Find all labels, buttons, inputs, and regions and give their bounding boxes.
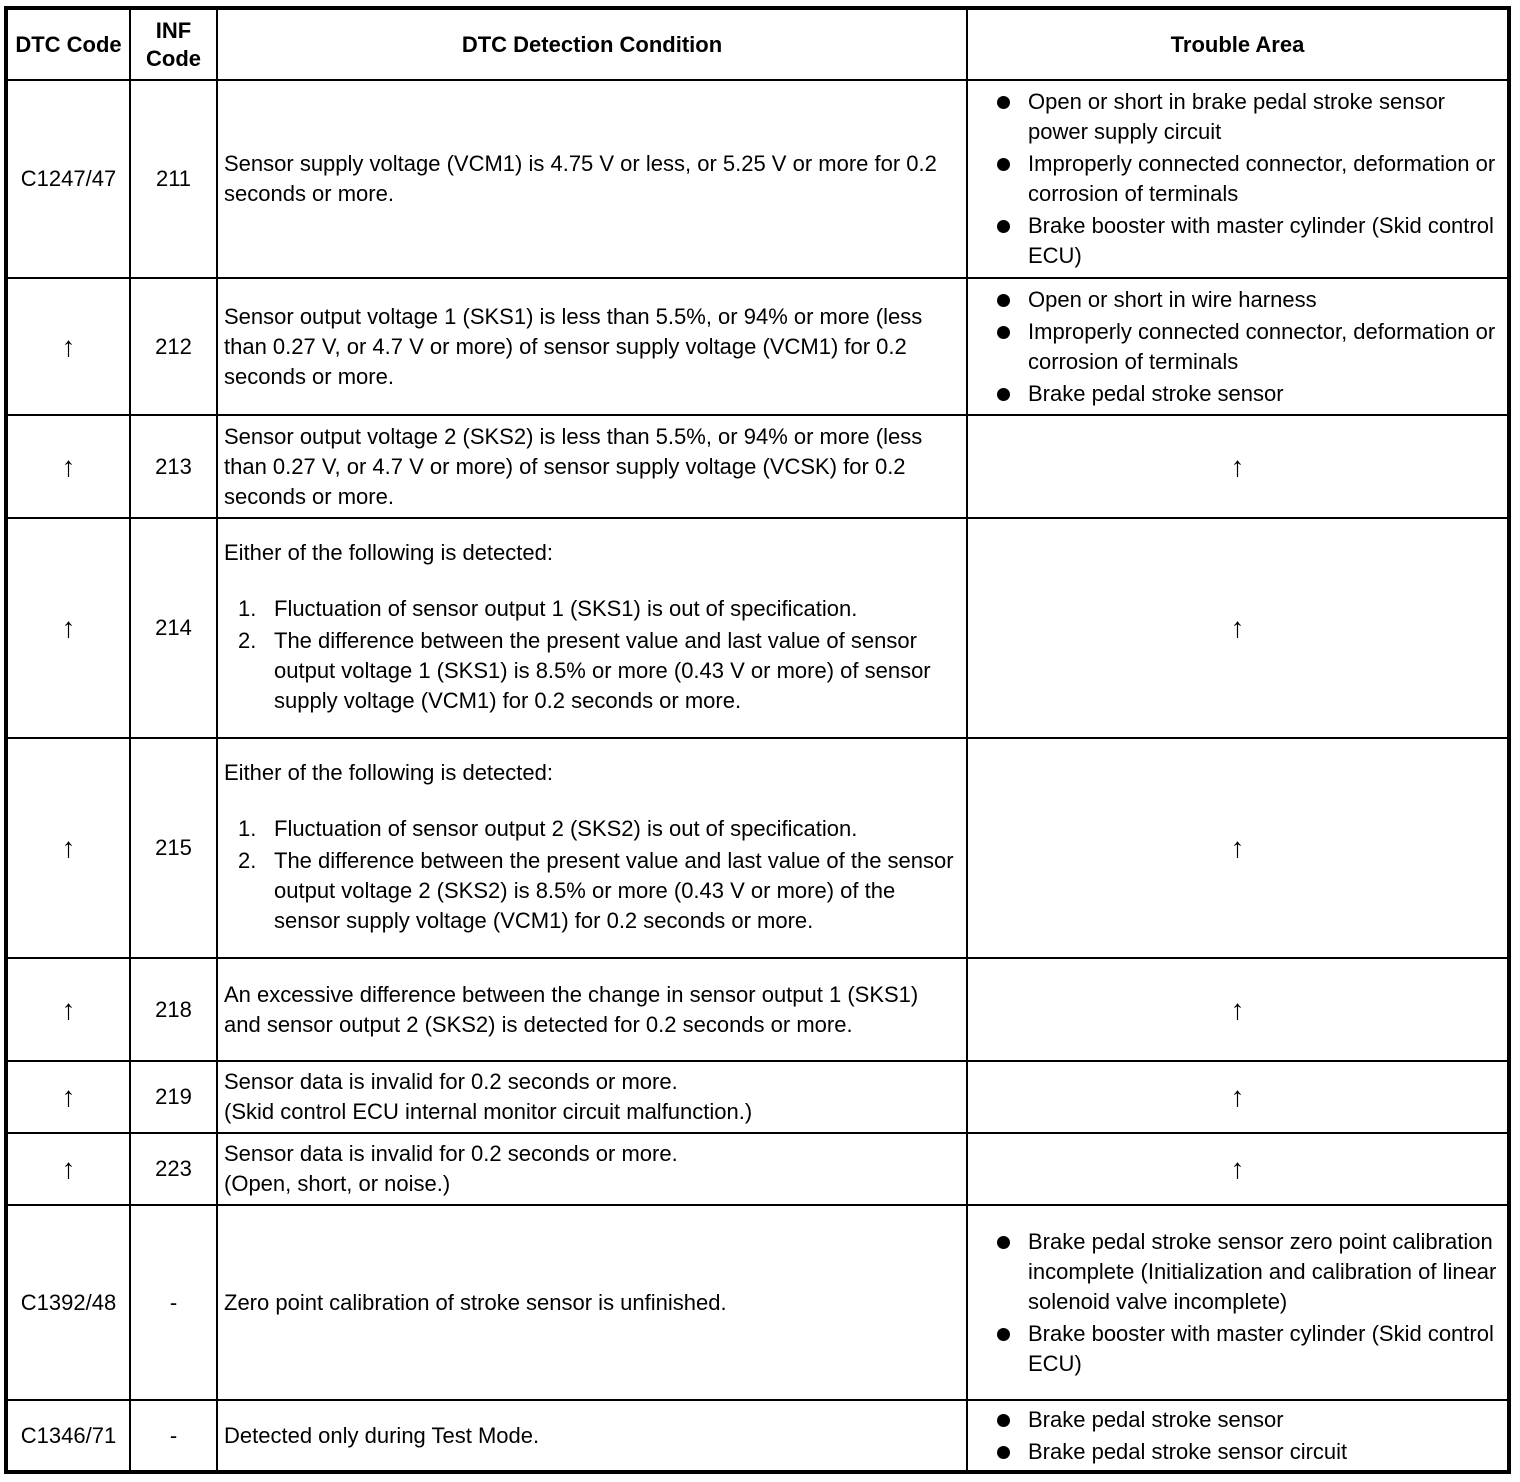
trouble-area-item: Brake booster with master cylinder (Skid control ECU) [992,211,1501,271]
condition-line: (Open, short, or noise.) [224,1171,451,1196]
dtc-code-cell: ↑ [6,278,130,415]
header-row [6,8,1509,80]
header-dtc-code: DTC Code [6,8,130,80]
trouble-area-item: Open or short in wire harness [992,285,1501,315]
condition-item: 1. Fluctuation of sensor output 1 (SKS1) is out of specification. [238,596,858,621]
dtc-code-cell: ↑ [6,1133,130,1205]
condition-intro: Either of the following is detected: [224,760,553,785]
condition-cell: Sensor supply voltage (VCM1) is 4.75 V or less, or 5.25 V or more for 0.2 seconds or more. [217,80,967,278]
header-inf-code: INF Code [130,8,217,80]
inf-code-cell: 213 [130,415,217,518]
table-row [6,958,1509,1061]
inf-code-cell: 215 [130,738,217,958]
condition-line: (Skid control ECU internal monitor circuit malfunction.) [224,1099,753,1124]
trouble-area-item: Brake pedal stroke sensor circuit [992,1437,1501,1467]
condition-cell: Detected only during Test Mode. [217,1400,967,1472]
condition-cell [217,1133,967,1205]
condition-cell: Sensor output voltage 1 (SKS1) is less than 5.5%, or 94% or more (less than 0.27 V, or 4.7 V or more) of sensor supply voltage (VCM1) for 0.2 seconds or more. [217,278,967,415]
table-row [6,80,1509,278]
table-row [6,738,1509,958]
trouble-area-cell: ↑ [967,958,1509,1061]
table-row [6,278,1509,415]
trouble-area-cell [967,278,1509,415]
header-detection-condition: DTC Detection Condition [217,8,967,80]
dtc-code-cell: ↑ [6,738,130,958]
trouble-area-cell: ↑ [967,518,1509,738]
trouble-area-cell: ↑ [967,738,1509,958]
dtc-code-cell: ↑ [6,1061,130,1133]
table-row [6,1061,1509,1133]
inf-code-cell: - [130,1400,217,1472]
table-row [6,1205,1509,1400]
condition-cell: An excessive difference between the change in sensor output 1 (SKS1) and sensor output 2 (SKS2) is detected for 0.2 seconds or more. [217,958,967,1061]
condition-cell [217,1061,967,1133]
dtc-code-cell: ↑ [6,415,130,518]
trouble-area-cell: ↑ [967,415,1509,518]
inf-code-cell: 218 [130,958,217,1061]
condition-cell [217,738,967,958]
dtc-code-cell: ↑ [6,518,130,738]
dtc-code-cell: C1346/71 [6,1400,130,1472]
trouble-area-item: Open or short in brake pedal stroke sensor power supply circuit [992,87,1501,147]
trouble-area-item: Improperly connected connector, deformation or corrosion of terminals [992,317,1501,377]
inf-code-cell: 212 [130,278,217,415]
condition-cell: Zero point calibration of stroke sensor is unfinished. [217,1205,967,1400]
trouble-area-item: Brake pedal stroke sensor [992,379,1501,409]
inf-code-cell: - [130,1205,217,1400]
dtc-code-cell: C1247/47 [6,80,130,278]
trouble-area-item: Brake pedal stroke sensor [992,1405,1501,1435]
condition-item: 1. Fluctuation of sensor output 2 (SKS2) is out of specification. [238,816,858,841]
condition-item: 2. The difference between the present value and last value of sensor output voltage 1 (SKS1) is 8.5% or more (0.43 V or more) of sensor supply voltage (VCM1) for 0.2 seconds or more. [238,628,931,713]
inf-code-cell: 214 [130,518,217,738]
condition-line: Sensor data is invalid for 0.2 seconds or more. [224,1069,678,1094]
dtc-code-cell: C1392/48 [6,1205,130,1400]
dtc-code-cell: ↑ [6,958,130,1061]
table-row [6,415,1509,518]
condition-intro: Either of the following is detected: [224,540,553,565]
condition-item: 2. The difference between the present value and last value of the sensor output voltage 2 (SKS2) is 8.5% or more (0.43 V or more) of the sensor supply voltage (VCM1) for 0.2 seconds or more. [238,848,954,933]
header-trouble-area: Trouble Area [967,8,1509,80]
table-row [6,518,1509,738]
trouble-area-item: Improperly connected connector, deformation or corrosion of terminals [992,149,1501,209]
condition-line: Sensor data is invalid for 0.2 seconds or more. [224,1141,678,1166]
trouble-area-cell: ↑ [967,1133,1509,1205]
inf-code-cell: 223 [130,1133,217,1205]
inf-code-cell: 219 [130,1061,217,1133]
inf-code-cell: 211 [130,80,217,278]
table-row [6,1400,1509,1472]
condition-cell [217,518,967,738]
table-row [6,1133,1509,1205]
trouble-area-cell [967,80,1509,278]
trouble-area-item: Brake pedal stroke sensor zero point calibration incomplete (Initialization and calibration of linear solenoid valve incomplete) [992,1227,1501,1317]
trouble-area-cell: ↑ [967,1061,1509,1133]
dtc-table [4,6,1511,1474]
trouble-area-cell [967,1400,1509,1472]
trouble-area-cell [967,1205,1509,1400]
condition-cell: Sensor output voltage 2 (SKS2) is less than 5.5%, or 94% or more (less than 0.27 V, or 4.7 V or more) of sensor supply voltage (VCSK) for 0.2 seconds or more. [217,415,967,518]
trouble-area-item: Brake booster with master cylinder (Skid control ECU) [992,1319,1501,1379]
